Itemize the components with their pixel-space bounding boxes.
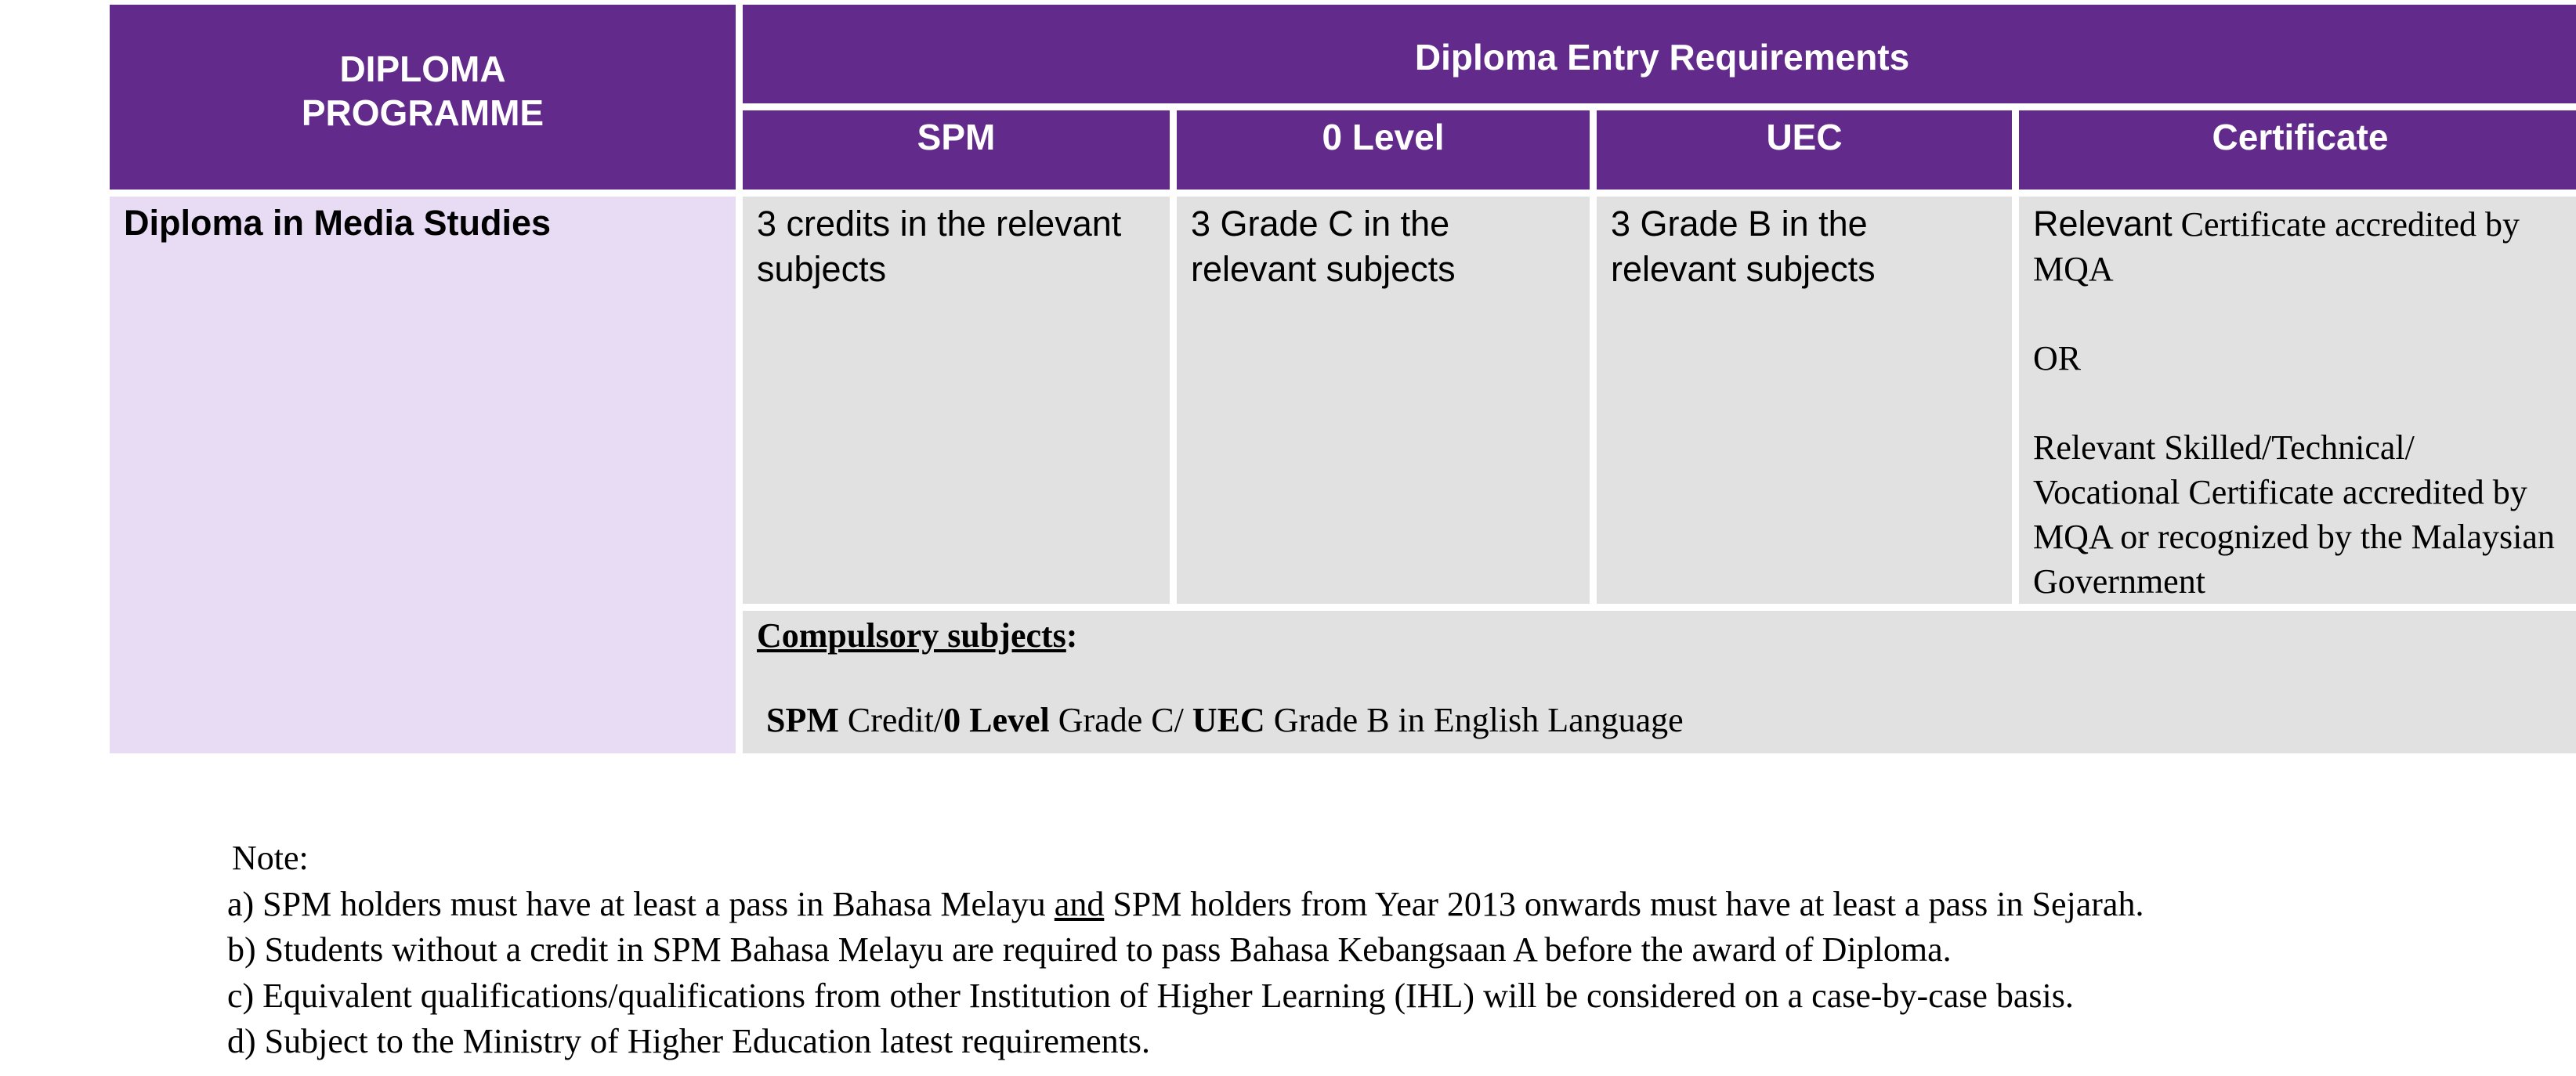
certificate-option-1 bbox=[2033, 201, 2567, 291]
compulsory-spm-label: SPM bbox=[766, 701, 839, 739]
compulsory-subjects-cell bbox=[743, 611, 2576, 753]
uec-requirement: 3 Grade B in the relevant subjects bbox=[1611, 204, 1876, 289]
spm-requirement: 3 credits in the relevant subjects bbox=[757, 204, 1122, 289]
column-header-certificate: Certificate bbox=[2019, 110, 2576, 190]
note-a-part2: SPM holders from Year 2013 onwards must have at least a pass in Sejarah. bbox=[1104, 884, 2144, 923]
programme-header-line2: PROGRAMME bbox=[301, 92, 545, 133]
certificate-or: OR bbox=[2033, 339, 2082, 377]
o-level-requirement-cell bbox=[1177, 197, 1590, 604]
certificate-option-2: Relevant Skilled/Technical/ Vocational Certificate accredited by MQA or recognized by the Malaysian Government bbox=[2033, 428, 2555, 601]
compulsory-subjects-label: Compulsory subjects bbox=[757, 616, 1066, 655]
compulsory-subjects-detail bbox=[757, 699, 2567, 742]
notes-title: Note: bbox=[232, 839, 309, 877]
note-a bbox=[227, 882, 2562, 928]
note-a-part1: a) SPM holders must have at least a pass in Bahasa Melayu bbox=[227, 884, 1055, 923]
notes-section bbox=[227, 836, 2562, 1065]
note-a-and: and bbox=[1054, 884, 1105, 923]
column-header-o-level: 0 Level bbox=[1177, 110, 1590, 190]
uec-requirement-cell bbox=[1597, 197, 2012, 604]
compulsory-o-level-label: 0 Level bbox=[943, 701, 1050, 739]
compulsory-subjects-colon: : bbox=[1065, 616, 1078, 655]
certificate-requirement-cell bbox=[2019, 197, 2576, 604]
entry-requirements-table bbox=[103, 0, 2576, 760]
programme-header-line1: DIPLOMA bbox=[339, 49, 506, 89]
requirements-header: Diploma Entry Requirements bbox=[743, 5, 2576, 103]
note-c: c) Equivalent qualifications/qualifications from other Institution of Higher Learning (IHL) will be considered on a case-by-case basis. bbox=[227, 976, 2074, 1015]
compulsory-uec-text: Grade B in English Language bbox=[1264, 701, 1684, 739]
spm-requirement-cell bbox=[743, 197, 1170, 604]
compulsory-spm-text: Credit/ bbox=[838, 701, 944, 739]
programme-header bbox=[110, 5, 736, 190]
note-b: b) Students without a credit in SPM Bahasa Melayu are required to pass Bahasa Kebangsaan A before the award of Diploma. bbox=[227, 930, 1952, 969]
o-level-requirement: 3 Grade C in the relevant subjects bbox=[1191, 204, 1456, 289]
certificate-option-1-lead: Relevant bbox=[2033, 204, 2173, 244]
certificate-option-1-rest: Certificate accredited by MQA bbox=[2033, 205, 2520, 288]
note-d: d) Subject to the Ministry of Higher Education latest requirements. bbox=[227, 1022, 1150, 1060]
compulsory-subjects-title bbox=[757, 614, 2567, 658]
programme-name: Diploma in Media Studies bbox=[124, 203, 552, 243]
programme-name-cell bbox=[110, 197, 736, 753]
column-header-spm: SPM bbox=[743, 110, 1170, 190]
compulsory-uec-label: UEC bbox=[1192, 701, 1265, 739]
column-header-uec: UEC bbox=[1597, 110, 2012, 190]
compulsory-o-level-text: Grade C/ bbox=[1049, 701, 1192, 739]
